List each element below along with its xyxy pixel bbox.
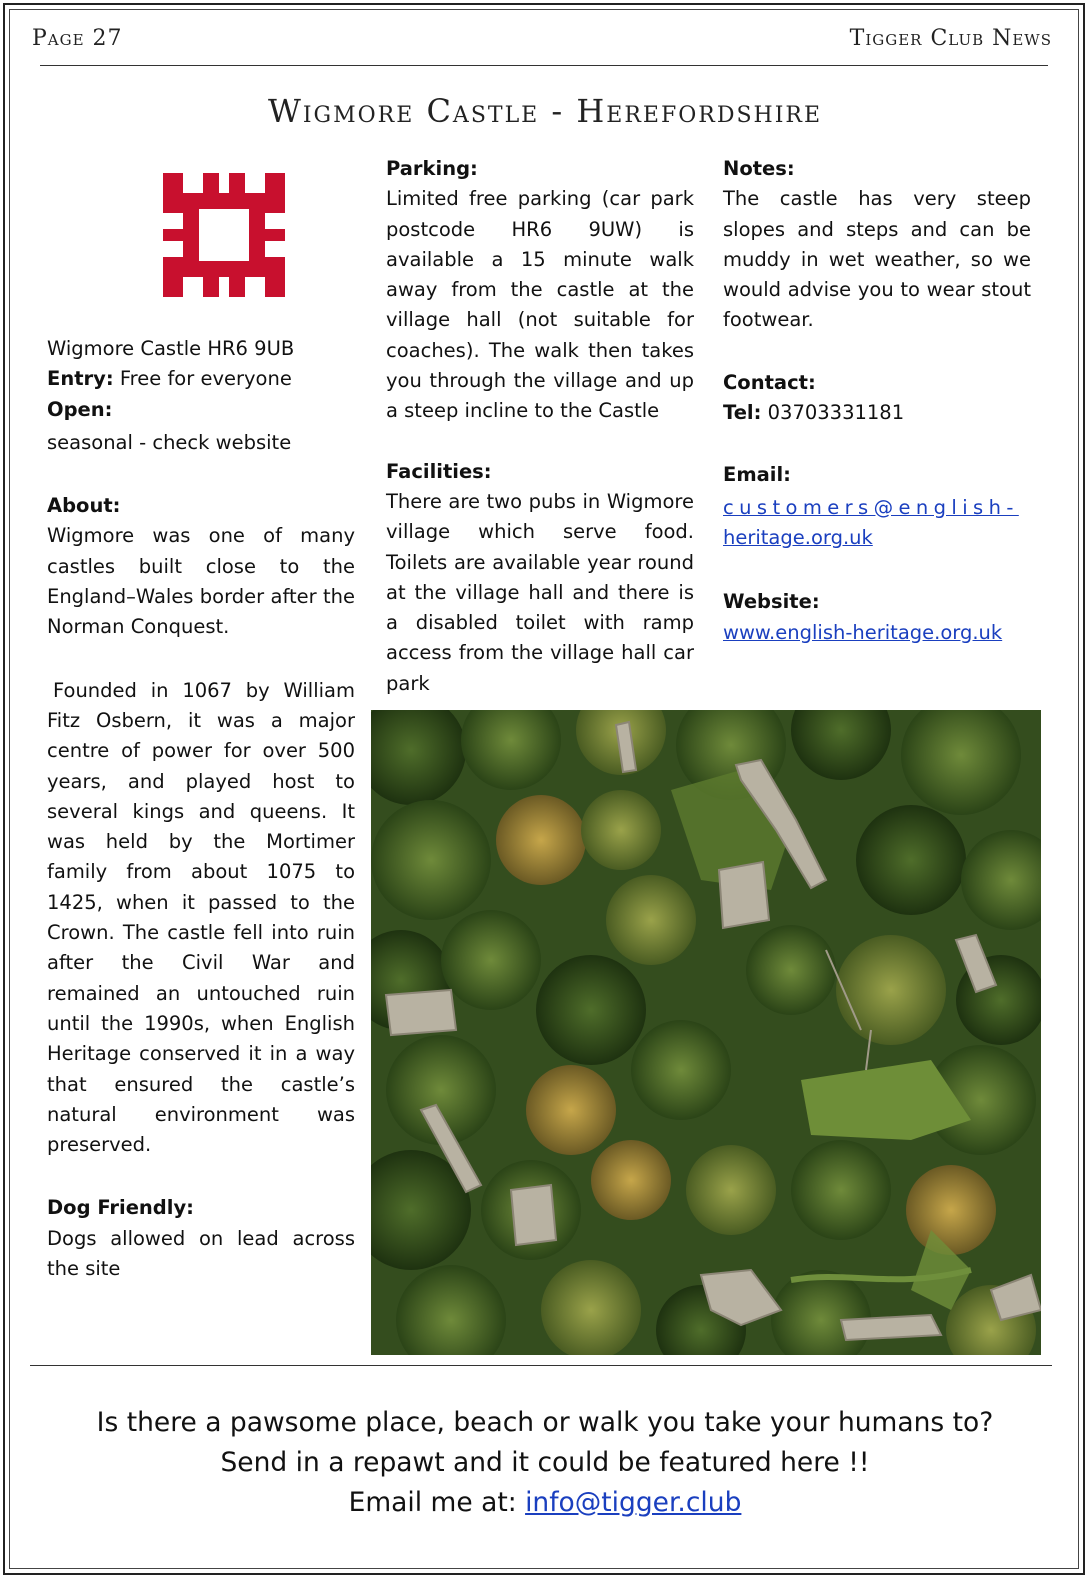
spacer — [386, 427, 694, 457]
info-column — [47, 334, 355, 1284]
parking-heading: Parking: — [386, 157, 478, 180]
spacer — [47, 643, 355, 676]
website-link[interactable]: www.english-heritage.org.uk — [723, 620, 1003, 644]
email-link[interactable]: customers@english- — [723, 495, 1019, 519]
tel-label: Tel: — [723, 401, 762, 425]
castle-aerial-photo — [371, 710, 1041, 1355]
entry-value: Free for everyone — [119, 367, 292, 391]
castle-aerial-illustration — [371, 710, 1041, 1355]
about-heading: About: — [47, 494, 121, 518]
website-heading: Website: — [723, 590, 820, 614]
spacer — [47, 458, 355, 491]
parking-facilities-column — [386, 154, 694, 699]
email-link-line-1[interactable] — [723, 493, 1031, 523]
spacer — [723, 553, 1031, 587]
facilities-text: There are two pubs in Wigmore village which serve food. Toilets are available year round at the village hall and there is a disabled toilet with ramp access from the village hall car park — [386, 489, 694, 695]
contact-heading: Contact: — [723, 370, 816, 394]
website-line[interactable] — [723, 618, 1031, 648]
spacer — [723, 428, 1031, 460]
entry-line — [47, 364, 355, 394]
dog-friendly-heading: Dog Friendly: — [47, 1196, 194, 1220]
email-heading: Email: — [723, 463, 791, 487]
header-divider — [40, 65, 1048, 66]
page-number: Page 27 — [32, 26, 123, 51]
open-label: Open: — [47, 397, 113, 421]
dog-friendly-text: Dogs allowed on lead across the site — [47, 1226, 355, 1281]
cta-line-3 — [0, 1483, 1090, 1523]
cta-line-2: Send in a repawt and it could be featured here !! — [220, 1447, 870, 1478]
call-to-action — [0, 1403, 1090, 1523]
open-value: seasonal - check website — [47, 430, 292, 454]
notes-text: The castle has very steep slopes and steps and can be muddy in wet weather, so we would advise you to wear stout footwear. — [723, 187, 1031, 332]
entry-label: Entry: — [47, 367, 114, 391]
facilities-heading: Facilities: — [386, 459, 492, 483]
page-title: Wigmore Castle - Herefordshire — [267, 92, 823, 130]
about-paragraph-1: Wigmore was one of many castles built close to the England–Wales border after the Norman Conquest. — [47, 524, 355, 639]
spacer — [47, 1160, 355, 1193]
cta-email-prefix: Email me at: — [348, 1487, 526, 1518]
address: Wigmore Castle HR6 9UB — [47, 337, 295, 360]
email-link-line-2[interactable] — [723, 523, 1031, 553]
email-link-continued[interactable]: heritage.org.uk — [723, 525, 873, 549]
spacer — [723, 336, 1031, 368]
tel-line — [723, 398, 1031, 428]
about-paragraph-2: Founded in 1067 by William Fitz Osbern, it was a major centre of power for over 500 years, and played host to several kings and queens. It was held by the Mortimer family from about 1075 to 1425, when it passed to the Crown. The castle fell into ruin after the Civil War and remained an untouched ruin until the 1990s, when English Heritage conserved it in a way that ensured the castle’s natural environment was preserved. — [47, 678, 355, 1157]
notes-heading: Notes: — [723, 157, 795, 180]
newsletter-name: Tigger Club News — [849, 26, 1052, 51]
english-heritage-logo-icon — [163, 173, 285, 297]
footer-divider — [30, 1365, 1052, 1366]
parking-text: Limited free parking (car park postcode HR6 9UW) is available a 15 minute walk away from the castle at the village hall (not suitable for coaches). The walk then takes you through the village and up a steep incline to the Castle — [386, 187, 694, 423]
notes-contact-column — [723, 154, 1031, 648]
cta-line-1: Is there a pawsome place, beach or walk you take your humans to? — [96, 1407, 994, 1438]
cta-email-link[interactable]: info@tigger.club — [525, 1487, 742, 1518]
tel-value: 03703331181 — [767, 401, 905, 425]
